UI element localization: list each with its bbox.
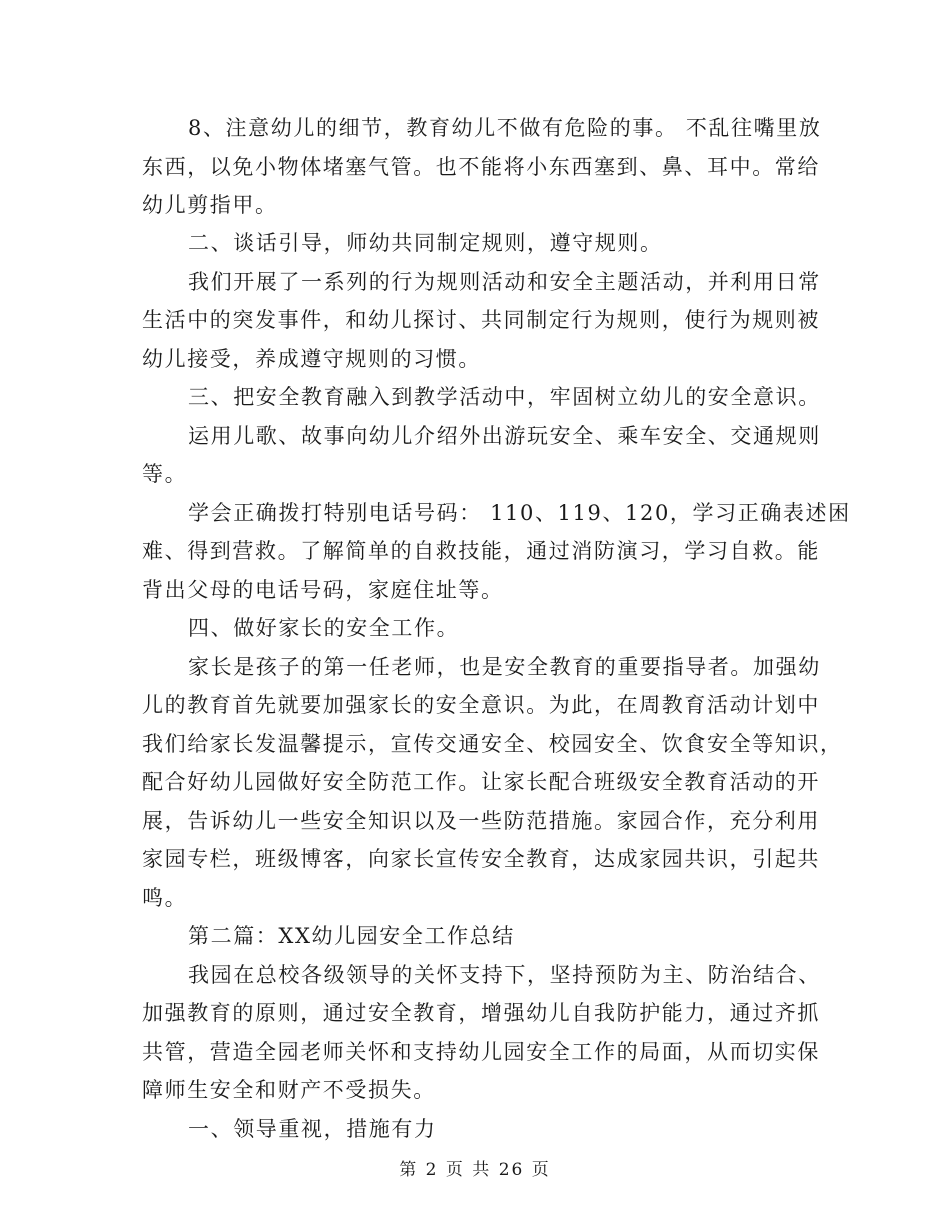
paragraph-line: 东西，以免小物体堵塞气管。也不能将小东西塞到、鼻、耳中。常给 xyxy=(142,155,820,179)
paragraph-line: 家园专栏，班级博客，向家长宣传安全教育，达成家园共识，引起共 xyxy=(142,847,820,871)
paragraph-line: 学会正确拨打特别电话号码： 110、119、120，学习正确表述困 xyxy=(188,501,851,525)
paragraph-line: 我们开展了一系列的行为规则活动和安全主题活动，并利用日常 xyxy=(188,270,821,294)
paragraph-line: 我们给家长发温馨提示，宣传交通安全、校园安全、饮食安全等知识， xyxy=(142,732,843,756)
section-heading: 四、做好家长的安全工作。 xyxy=(188,616,460,640)
paragraph-line: 共管，营造全园老师关怀和支持幼儿园安全工作的局面，从而切实保 xyxy=(142,1040,820,1064)
paragraph-line: 配合好幼儿园做好安全防范工作。让家长配合班级安全教育活动的开 xyxy=(142,770,820,794)
section-heading: 三、把安全教育融入到教学活动中，牢固树立幼儿的安全意识。 xyxy=(188,385,821,409)
paragraph-line: 生活中的突发事件，和幼儿探讨、共同制定行为规则，使行为规则被 xyxy=(142,308,820,332)
paragraph-line: 儿的教育首先就要加强家长的安全意识。为此，在周教育活动计划中 xyxy=(142,693,820,717)
paragraph-line: 我园在总校各级领导的关怀支持下，坚持预防为主、防治结合、 xyxy=(188,963,821,987)
section-heading: 二、谈话引导，师幼共同制定规则，遵守规则。 xyxy=(188,231,663,255)
paragraph-line: 展，告诉幼儿一些安全知识以及一些防范措施。家园合作，充分利用 xyxy=(142,809,820,833)
paragraph-line: 8、注意幼儿的细节，教育幼儿不做有危险的事。 不乱往嘴里放 xyxy=(188,116,822,140)
paragraph-line: 运用儿歌、故事向幼儿介绍外出游玩安全、乘车安全、交通规则 xyxy=(188,424,821,448)
paragraph-line: 等。 xyxy=(142,462,188,486)
section-heading: 一、领导重视，措施有力 xyxy=(188,1117,437,1141)
paragraph-line: 鸣。 xyxy=(142,886,188,910)
paragraph-line: 加强教育的原则，通过安全教育，增强幼儿自我防护能力，通过齐抓 xyxy=(142,1001,820,1025)
paragraph-line: 家长是孩子的第一任老师，也是安全教育的重要指导者。加强幼 xyxy=(188,655,821,679)
page-number-footer: 第 2 页 共 26 页 xyxy=(399,1160,551,1180)
paragraph-line: 幼儿接受，养成遵守规则的习惯。 xyxy=(142,347,481,371)
paragraph-line: 难、得到营救。了解简单的自救技能，通过消防演习，学习自救。能 xyxy=(142,539,820,563)
paragraph-line: 背出父母的电话号码，家庭住址等。 xyxy=(142,578,504,602)
chapter-title: 第二篇：XX幼儿园安全工作总结 xyxy=(188,924,515,948)
paragraph-line: 幼儿剪指甲。 xyxy=(142,193,278,217)
paragraph-line: 障师生安全和财产不受损失。 xyxy=(142,1078,436,1102)
